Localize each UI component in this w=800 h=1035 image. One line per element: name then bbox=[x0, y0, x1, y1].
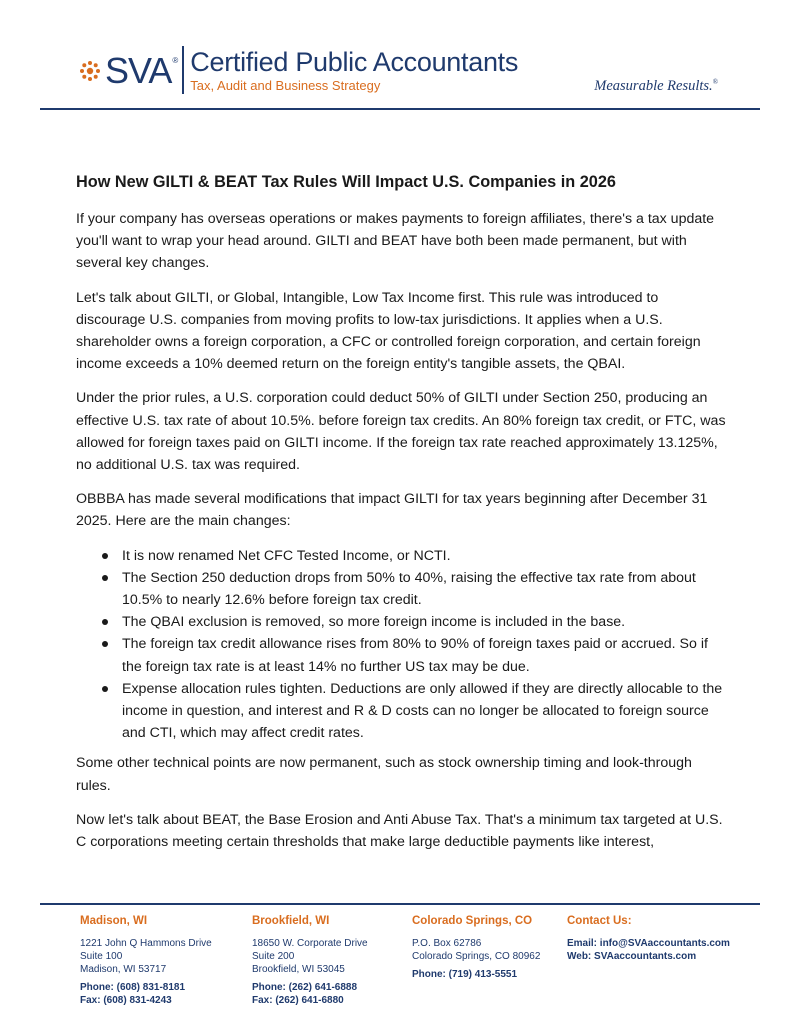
paragraph: Let's talk about GILTI, or Global, Intangible, Low Tax Income first. This rule was introduced to discourage U.S. companies from moving profits to low-tax jurisdictions. It applies when a U.S. shareholder owns a foreign corporation, a CFC or controlled foreign corporation, and certain foreign income exceeds a 10% deemed return on the foreign entity's tangible assets, the QBAI. bbox=[76, 289, 701, 373]
bullet-icon bbox=[102, 641, 108, 647]
list-item bbox=[76, 611, 726, 633]
list-item bbox=[76, 567, 726, 611]
paragraph: If your company has overseas operations or makes payments to foreign affiliates, there's a tax update you'll want to wrap your head around. GILTI and BEAT have both been made permanent, but with several key changes. bbox=[76, 211, 715, 272]
paragraph: Under the prior rules, a U.S. corporation could deduct 50% of GILTI under Section 250, producing an effective U.S. tax rate of about 10.5%. before foreign tax credits. An 80% foreign tax credit, or FTC, was allowed for foreign taxes paid on GILTI income. If the foreign tax rate reached approximately 13.125%, no additional U.S. tax was required. bbox=[76, 390, 726, 474]
office-fax: Fax: (262) 641-6880 bbox=[252, 995, 344, 1006]
footer-rule bbox=[40, 903, 760, 905]
office-madison bbox=[80, 914, 212, 1007]
office-address-line: Colorado Springs, CO 80962 bbox=[412, 951, 541, 962]
office-brookfield bbox=[252, 914, 368, 1007]
office-address-line: Madison, WI 53717 bbox=[80, 964, 167, 975]
paragraph: Now let's talk about BEAT, the Base Erosion and Anti Abuse Tax. That's a minimum tax targeted at U.S. C corporations meeting certain thresholds that make large deductible payments like interest, bbox=[76, 811, 723, 851]
contact-web[interactable]: Web: SVAaccountants.com bbox=[567, 951, 697, 962]
office-city: Brookfield, WI bbox=[252, 915, 330, 927]
logo-wordmark: SVA bbox=[105, 50, 172, 91]
office-address-line: Brookfield, WI 53045 bbox=[252, 964, 345, 975]
office-phone: Phone: (608) 831-8181 bbox=[80, 982, 186, 993]
motto-mark: ® bbox=[712, 78, 718, 87]
list-item-text: The foreign tax credit allowance rises from 80% to 90% of foreign taxes paid or accrued. So if the foreign tax rate is at least 14% no further US tax may be due. bbox=[122, 636, 708, 675]
firm-tagline: Tax, Audit and Business Strategy bbox=[190, 78, 381, 93]
list-item-text: The Section 250 deduction drops from 50% to 40%, raising the effective tax rate from about 10.5% to nearly 12.6% before foreign tax credit. bbox=[122, 569, 696, 609]
list-item-text: The QBAI exclusion is removed, so more foreign income is included in the base. bbox=[122, 614, 626, 631]
office-address-line: Suite 100 bbox=[80, 951, 123, 962]
office-phone: Phone: (719) 413-5551 bbox=[412, 969, 518, 980]
paragraph: Some other technical points are now permanent, such as stock ownership timing and look-through rules. bbox=[76, 755, 692, 794]
office-address-line: Suite 200 bbox=[252, 951, 295, 962]
contact-us bbox=[567, 914, 730, 963]
contact-heading: Contact Us: bbox=[567, 915, 632, 927]
list-item-text: Expense allocation rules tighten. Deductions are only allowed if they are directly allocable to the income in question, and interest and R & D costs can no longer be allocated to foreign source and CTI, which may affect credit rates. bbox=[122, 680, 723, 742]
changes-list bbox=[76, 545, 726, 745]
logo-divider bbox=[182, 46, 184, 94]
logo-text bbox=[190, 46, 518, 94]
sunburst-logo-icon bbox=[79, 60, 101, 82]
logo-trademark: ® bbox=[172, 56, 179, 65]
office-city: Colorado Springs, CO bbox=[412, 915, 533, 927]
list-item-text: It is now renamed Net CFC Tested Income, or NCTI. bbox=[122, 547, 451, 564]
bullet-icon bbox=[102, 575, 108, 581]
motto bbox=[594, 78, 718, 95]
sva-logo bbox=[79, 46, 518, 96]
motto-text: Measurable Results. bbox=[594, 78, 713, 94]
bullet-icon bbox=[102, 686, 108, 692]
office-address-line: P.O. Box 62786 bbox=[412, 938, 482, 949]
article-title: How New GILTI & BEAT Tax Rules Will Impact U.S. Companies in 2026 bbox=[76, 173, 616, 191]
list-item bbox=[76, 545, 726, 567]
office-phone: Phone: (262) 641-6888 bbox=[252, 982, 358, 993]
firm-title: Certified Public Accountants bbox=[190, 47, 519, 77]
header-rule bbox=[40, 108, 760, 110]
bullet-icon bbox=[102, 619, 108, 625]
paragraph: OBBBA has made several modifications that impact GILTI for tax years beginning after December 31 2025. Here are the main changes: bbox=[76, 491, 708, 530]
bullet-icon bbox=[102, 553, 108, 559]
list-item bbox=[76, 633, 726, 677]
office-address-line: 18650 W. Corporate Drive bbox=[252, 938, 368, 949]
footer bbox=[0, 914, 800, 1034]
office-city: Madison, WI bbox=[80, 915, 148, 927]
list-item bbox=[76, 678, 726, 745]
article bbox=[76, 171, 726, 865]
office-fax: Fax: (608) 831-4243 bbox=[80, 995, 172, 1006]
letterhead bbox=[0, 0, 800, 110]
office-address-line: 1221 John Q Hammons Drive bbox=[80, 938, 212, 949]
office-colorado-springs bbox=[412, 914, 540, 981]
contact-email[interactable]: Email: info@SVAaccountants.com bbox=[567, 938, 730, 949]
